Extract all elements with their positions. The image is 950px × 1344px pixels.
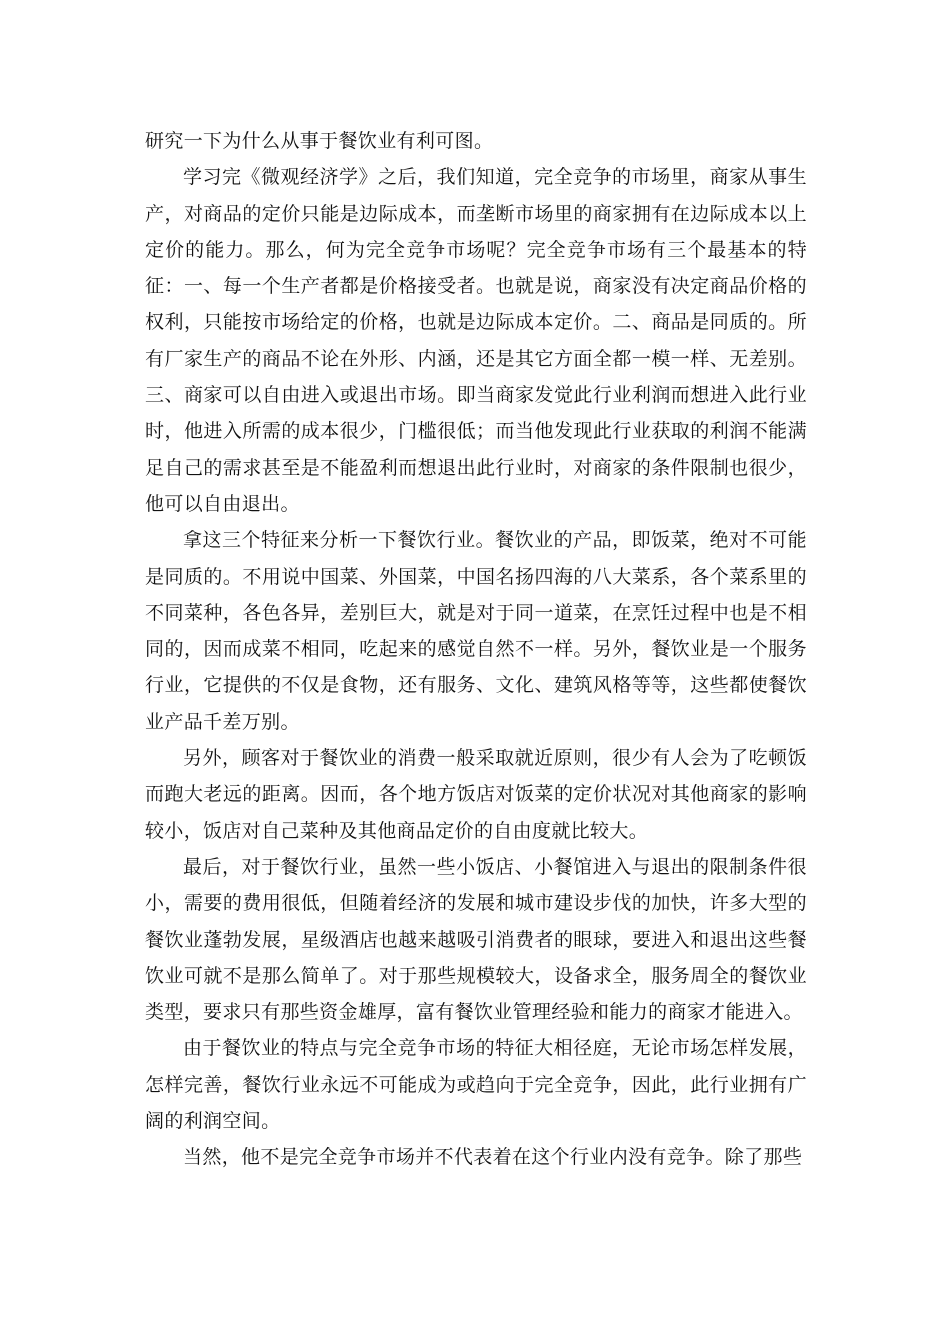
paragraph-4: 另外，顾客对于餐饮业的消费一般采取就近原则，很少有人会为了吃顿饭而跑大老远的距离。因而，各个地方饭店对饭菜的定价状况对其他商家的影响较小，饭店对自己菜种及其他商品定价的自由度就比较大。 bbox=[145, 747, 807, 842]
paragraph-1: 研究一下为什么从事于餐饮业有利可图。 bbox=[145, 130, 494, 152]
paragraph-7: 当然，他不是完全竞争市场并不代表着在这个行业内没有竞争。除了那些 bbox=[183, 1146, 803, 1169]
paragraph-5: 最后，对于餐饮行业，虽然一些小饭店、小餐馆进入与退出的限制条件很小，需要的费用很低，但随着经济的发展和城市建设步伐的加快，许多大型的餐饮业蓬勃发展，星级酒店也越来越吸引消费者的眼球，要进入和退出这些餐饮业可就不是那么简单了。对于那些规模较大，设备求全，服务周全的餐饮业类型，要求只有那些资金雄厚，富有餐饮业管理经验和能力的商家才能进入。 bbox=[145, 855, 807, 1024]
document-body bbox=[145, 123, 807, 1176]
paragraph-2: 学习完《微观经济学》之后，我们知道，完全竞争的市场里，商家从事生产，对商品的定价只能是边际成本，而垄断市场里的商家拥有在边际成本以上定价的能力。那么，何为完全竞争市场呢？完全竞争市场有三个最基本的特征：一、每一个生产者都是价格接受者。也就是说，商家没有决定商品价格的权利，只能按市场给定的价格，也就是边际成本定价。二、商品是同质的。所有厂家生产的商品不论在外形、内涵，还是其它方面全都一模一样、无差别。三、商家可以自由进入或退出市场。即当商家发觉此行业利润而想进入此行业时，他进入所需的成本很少，门槛很低；而当他发现此行业获取的利润不能满足自己的需求甚至是不能盈利而想退出此行业时，对商家的条件限制也很少，他可以自由退出。 bbox=[145, 166, 807, 515]
paragraph-6: 由于餐饮业的特点与完全竞争市场的特征大相径庭，无论市场怎样发展，怎样完善，餐饮行业永远不可能成为或趋向于完全竞争，因此，此行业拥有广阔的利润空间。 bbox=[145, 1037, 807, 1133]
paragraph-3: 拿这三个特征来分析一下餐饮行业。餐饮业的产品，即饭菜，绝对不可能是同质的。不用说中国菜、外国菜，中国名扬四海的八大菜系，各个菜系里的不同菜种，各色各异，差别巨大，就是对于同一道菜，在烹饪过程中也是不相同的，因而成菜不相同，吃起来的感觉自然不一样。另外，餐饮业是一个服务行业，它提供的不仅是食物，还有服务、文化、建筑风格等等，这些都使餐饮业产品千差万别。 bbox=[145, 529, 807, 733]
